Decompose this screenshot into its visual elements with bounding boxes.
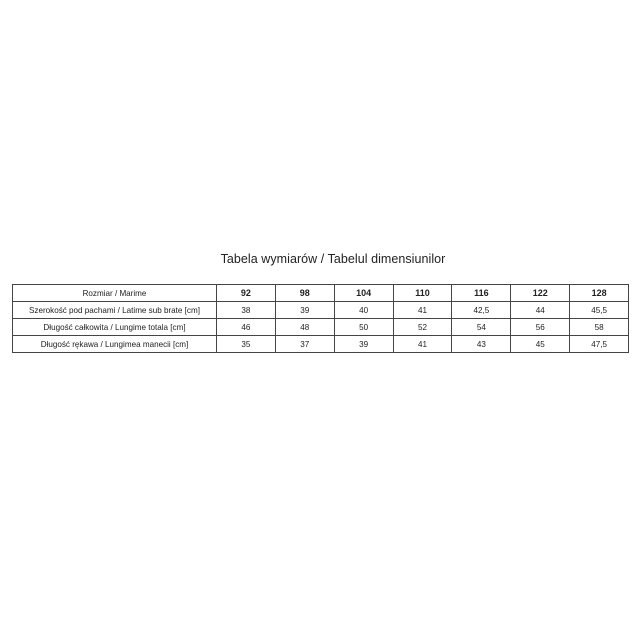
table-cell: 39 [275, 302, 334, 319]
size-header-cell: 110 [393, 285, 452, 302]
row-label-cell: Szerokość pod pachami / Latime sub brate [cm] [13, 302, 217, 319]
size-header-cell: 98 [275, 285, 334, 302]
size-header-cell: 92 [217, 285, 276, 302]
table-cell: 35 [217, 336, 276, 353]
size-header-cell: 128 [570, 285, 629, 302]
row-label-cell: Długość rękawa / Lungimea manecii [cm] [13, 336, 217, 353]
table-cell: 58 [570, 319, 629, 336]
table-cell: 45 [511, 336, 570, 353]
size-header-cell: 116 [452, 285, 511, 302]
page-title: Tabela wymiarów / Tabelul dimensiunilor [220, 252, 446, 266]
table-cell: 43 [452, 336, 511, 353]
table-cell: 39 [334, 336, 393, 353]
table-cell: 56 [511, 319, 570, 336]
table-cell: 45,5 [570, 302, 629, 319]
table-cell: 48 [275, 319, 334, 336]
row-label-cell: Długość całkowita / Lungime totala [cm] [13, 319, 217, 336]
table-row [13, 302, 629, 319]
size-header-cell: 104 [334, 285, 393, 302]
table-cell: 47,5 [570, 336, 629, 353]
header-label-cell: Rozmiar / Marime [13, 285, 217, 302]
table-cell: 38 [217, 302, 276, 319]
table-cell: 50 [334, 319, 393, 336]
table-cell: 41 [393, 336, 452, 353]
table-cell: 40 [334, 302, 393, 319]
table-cell: 46 [217, 319, 276, 336]
table-header-row [13, 285, 629, 302]
table-row [13, 319, 629, 336]
table-cell: 42,5 [452, 302, 511, 319]
size-table [12, 284, 629, 353]
table-cell: 54 [452, 319, 511, 336]
table-cell: 41 [393, 302, 452, 319]
table-cell: 44 [511, 302, 570, 319]
size-header-cell: 122 [511, 285, 570, 302]
table-row [13, 336, 629, 353]
table-cell: 52 [393, 319, 452, 336]
table-cell: 37 [275, 336, 334, 353]
